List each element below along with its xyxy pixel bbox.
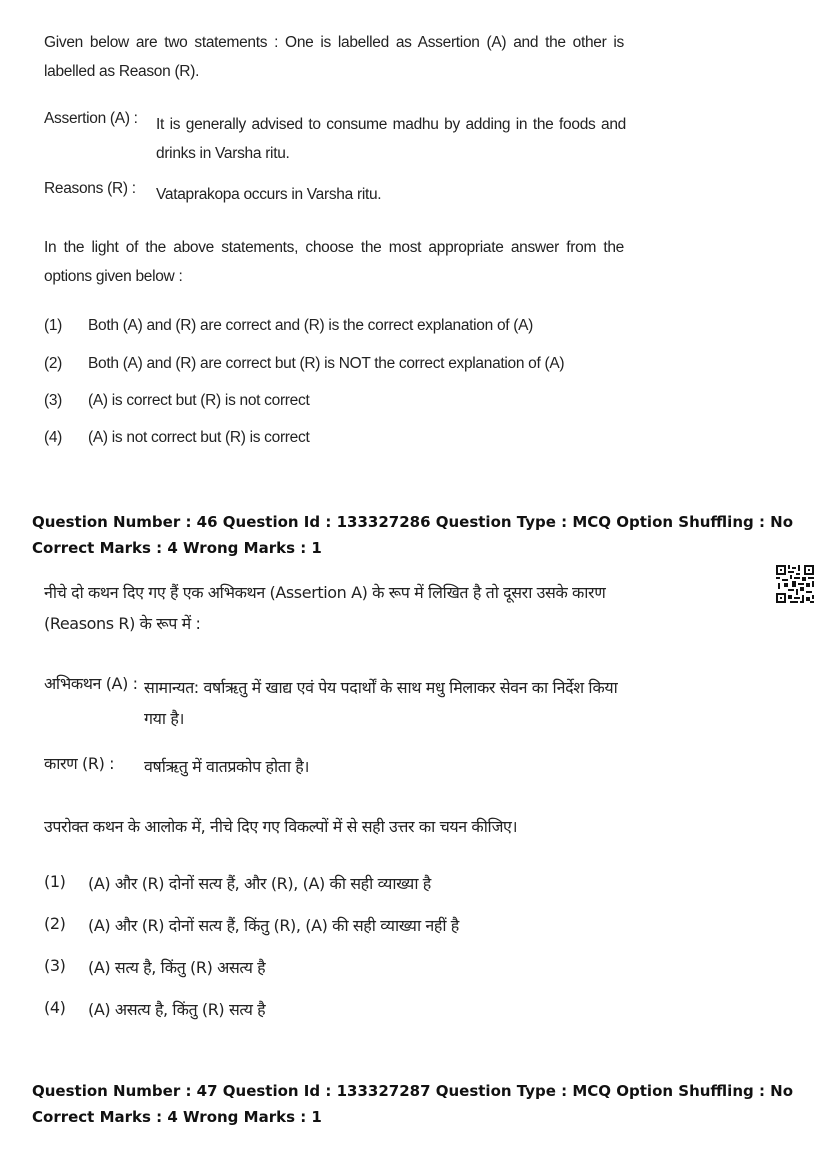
option-text: (A) और (R) दोनों सत्य हैं, और (R), (A) की सही व्याख्या है <box>88 874 431 893</box>
q46-meta-line-1: Question Number : 46 Question Id : 133327286 Question Type : MCQ Option Shuffling : No <box>32 513 794 531</box>
option-number: (2) <box>44 355 63 372</box>
q46-instruction: उपरोक्त कथन के आलोक में, नीचे दिए गए विकल्पों में से सही उत्तर का चयन कीजिए। <box>44 817 518 836</box>
option-text: (A) असत्य है, किंतु (R) सत्य है <box>88 1000 266 1019</box>
reason-label: कारण (R) : <box>44 754 115 773</box>
q46-meta-line-2: Correct Marks : 4 Wrong Marks : 1 <box>32 539 322 557</box>
assertion-text: सामान्यत: वर्षाऋतु में खाद्य एवं पेय पदार्थों के साथ मधु मिलाकर सेवन का निर्देश किया गया है। <box>144 678 618 728</box>
option-text: (A) is correct but (R) is not correct <box>88 392 310 409</box>
q46-assertion-row <box>44 672 629 734</box>
option-number: (4) <box>44 429 63 446</box>
option-number: (3) <box>44 956 66 975</box>
q46-option-3 <box>44 956 265 978</box>
option-text: Both (A) and (R) are correct and (R) is the correct explanation of (A) <box>88 317 534 334</box>
q45-intro: Given below are two statements : One is labelled as Assertion (A) and the other is labelled as Reason (R). <box>44 34 624 80</box>
q47-meta-line-1: Question Number : 47 Question Id : 133327287 Question Type : MCQ Option Shuffling : No <box>32 1082 794 1100</box>
q46-option-2 <box>44 914 459 936</box>
assertion-label: अभिकथन (A) : <box>44 674 138 693</box>
q46-reason-row <box>44 752 629 781</box>
q47-meta-line-2: Correct Marks : 4 Wrong Marks : 1 <box>32 1108 322 1126</box>
q45-option-3 <box>44 392 309 410</box>
qr-code-icon <box>776 565 814 603</box>
assertion-text: It is generally advised to consume madhu by adding in the foods and drinks in Varsha ritu. <box>156 116 626 162</box>
reason-text: Vataprakopa occurs in Varsha ritu. <box>156 186 382 203</box>
option-number: (4) <box>44 998 66 1017</box>
q45-option-2 <box>44 355 564 373</box>
q46-option-4 <box>44 998 265 1020</box>
option-text: Both (A) and (R) are correct but (R) is NOT the correct explanation of (A) <box>88 355 565 372</box>
q46-option-1 <box>44 872 431 894</box>
q46-intro: नीचे दो कथन दिए गए हैं एक अभिकथन (Assertion A) के रूप में लिखित है तो दूसरा उसके कारण (Reasons R) के रूप में : <box>44 583 606 633</box>
assertion-label: Assertion (A) : <box>44 110 138 127</box>
option-text: (A) is not correct but (R) is correct <box>88 429 310 446</box>
q45-instruction: In the light of the above statements, choose the most appropriate answer from the options given below : <box>44 239 624 285</box>
reason-label: Reasons (R) : <box>44 180 136 197</box>
option-text: (A) और (R) दोनों सत्य हैं, किंतु (R), (A) की सही व्याख्या नहीं है <box>88 916 459 935</box>
q45-reason-row <box>44 180 626 209</box>
option-text: (A) सत्य है, किंतु (R) असत्य है <box>88 958 266 977</box>
q45-assertion-row <box>44 110 626 168</box>
reason-text: वर्षाऋतु में वातप्रकोप होता है। <box>144 757 310 776</box>
option-number: (1) <box>44 317 63 334</box>
q45-option-4 <box>44 429 309 447</box>
q45-option-1 <box>44 317 533 335</box>
option-number: (2) <box>44 914 66 933</box>
option-number: (1) <box>44 872 66 891</box>
option-number: (3) <box>44 392 63 409</box>
